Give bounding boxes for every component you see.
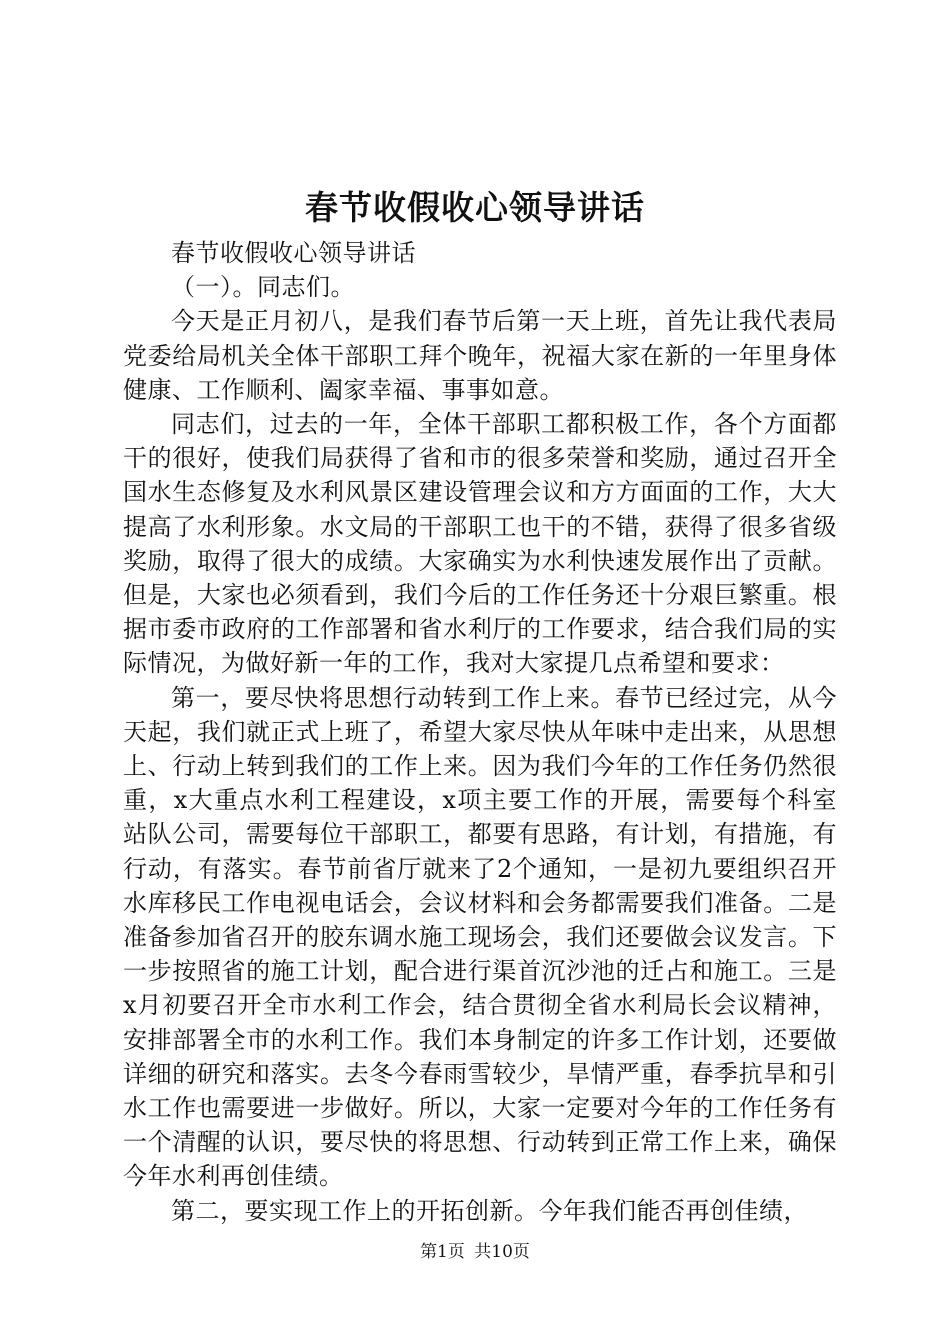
paragraph-subtitle: 春节收假收心领导讲话 — [171, 239, 416, 267]
paragraph-3: 第一，要尽快将思想行动转到工作上来。春节已经过完，从今天起，我们就正式上班了，希望大家尽快从年味中走出来，从思想上、行动上转到我们的工作上来。因为我们今年的工作任务仍然很重，x大重点水利工程建设，x项主要工作的开展，需要每个科室站队公司，需要每位干部职工，都要有思路，有计划，有措施，有行动，有落实。春节前省厅就来了2个通知，一是初九要组织召开水库移民工作电视电话会，会议材料和会务都需要我们准备。二是准备参加省召开的胶东调水施工现场会，我们还要做会议发言。下一步按照省的施工计划，配合进行渠首沉沙池的迁占和施工。三是x月初要召开全市水利工作会，结合贯彻全省水利局长会议精神，安排部署全市的水利工作。我们本身制定的许多工作计划，还要做详细的研究和落实。去冬今春雨雪较少，旱情严重，春季抗旱和引水工作也需要进一步做好。所以，大家一定要对今年的工作任务有一个清醒的认识，要尽快的将思想、行动转到正常工作上来，确保今年水利再创佳绩。 — [123, 683, 837, 1191]
document-body — [123, 236, 837, 1228]
paragraph-1: 今天是正月初八，是我们春节后第一天上班，首先让我代表局党委给局机关全体干部职工拜个晚年，祝福大家在新的一年里身体健康、工作顺利、阖家幸福、事事如意。 — [123, 307, 837, 404]
paragraph-4: 第二，要实现工作上的开拓创新。今年我们能否再创佳绩， — [171, 1196, 808, 1225]
document-title: 春节收假收心领导讲话 — [305, 188, 645, 227]
paragraph-2: 同志们，过去的一年，全体干部职工都积极工作，各个方面都干的很好，使我们局获得了省和市的很多荣誉和奖励，通过召开全国水生态修复及水利风景区建设管理会议和方方面面的工作，大大提高了水利形象。水文局的干部职工也干的不错，获得了很多省级奖励，取得了很大的成绩。大家确实为水利快速发展作出了贡献。但是，大家也必须看到，我们今后的工作任务还十分艰巨繁重。根据市委市政府的工作部署和省水利厅的工作要求，结合我们局的实际情况，为做好新一年的工作，我对大家提几点希望和要求： — [123, 410, 837, 678]
page-total: 共10页 — [474, 1242, 530, 1262]
page-footer — [0, 1240, 950, 1264]
paragraph-greeting: （一）。同志们。 — [171, 273, 355, 302]
page-number: 第1页 — [420, 1242, 465, 1262]
